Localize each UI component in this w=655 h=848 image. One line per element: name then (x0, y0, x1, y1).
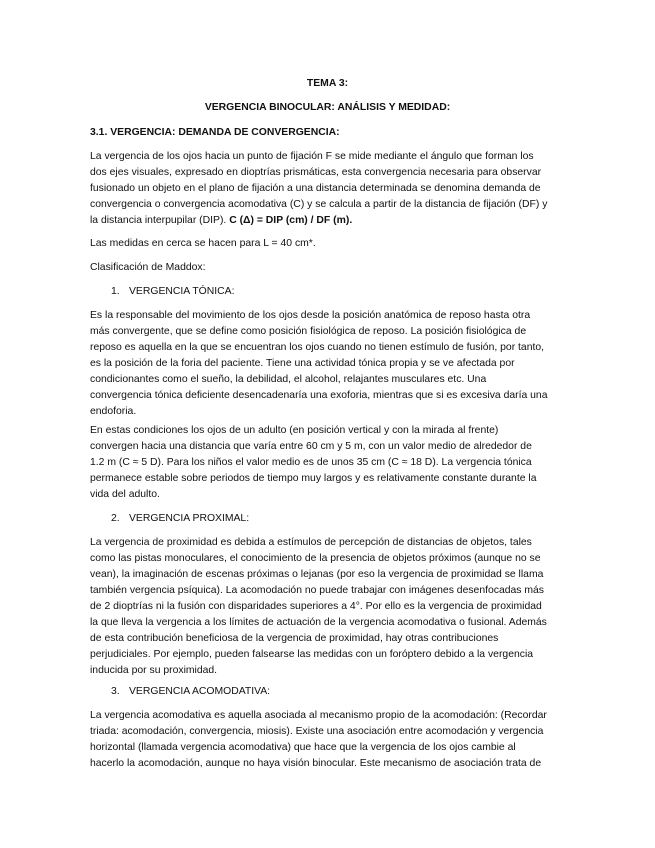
intro-last-text: la distancia interpupilar (DIP). (90, 215, 230, 226)
list-item-proximal (111, 511, 249, 527)
text-line: es la posición de la foria del paciente. Tiene una actividad tónica propia y se ve afectada por (90, 358, 515, 369)
text-line: La vergencia de los ojos hacia un punto de fijación F se mide mediante el ángulo que forman los (90, 151, 534, 162)
text-line: La vergencia acomodativa es aquella asociada al mecanismo propio de la acomodación: (Recordar (90, 710, 547, 721)
text-line: también vergencia psíquica). La acomodación no puede trabajar con imágenes desenfocadas más (90, 585, 545, 596)
text-line: de 2 dioptrías ni la fusión con disparidades superiores a 4°. Por ello es la vergencia de proximidad (90, 601, 542, 612)
list-number: 3. (111, 686, 120, 697)
topic-title: TEMA 3: (306, 78, 349, 89)
list-label: VERGENCIA ACOMODATIVA: (129, 686, 271, 697)
list-item-tonic (111, 284, 234, 300)
section-heading: 3.1. VERGENCIA: DEMANDA DE CONVERGENCIA: (90, 127, 340, 138)
text-line: reposo es aquella en la que se encuentran los ojos cuando no tienen estímulo de fusión, por tanto, (90, 342, 545, 353)
text-line: hacerlo la acomodación, aunque no haya visión binocular. Este mecanismo de asociación trata de (90, 758, 542, 769)
near-measure-text: Las medidas en cerca se hacen para L = 40 cm*. (90, 238, 316, 249)
text-line: fusionado un objeto en el plano de fijación a una distancia determinada se denomina demanda de (90, 183, 541, 194)
list-label: VERGENCIA TÓNICA: (129, 286, 235, 297)
text-line: perjudiciales. Por ejemplo, pueden falsearse las medidas con un foróptero debido a la vergencia (90, 649, 534, 660)
text-line: convergen hacia una distancia que varía entre 60 cm y 5 m, con un valor medio de alrededor de (90, 441, 532, 452)
text-line: vean), la imaginación de escenas próximas o lejanas (por eso la vergencia de proximidad se llama (90, 569, 544, 580)
topic-subtitle: VERGENCIA BINOCULAR: ANÁLISIS Y MEDIDAD: (204, 102, 451, 113)
text-line: como las pistas monoculares, el conocimiento de la presencia de objetos próximos (aunque no se (90, 553, 541, 564)
list-number: 2. (111, 513, 120, 524)
text-line (90, 213, 566, 229)
accommodative-paragraph (90, 708, 566, 772)
text-line: de esta contribución beneficiosa de la vergencia de proximidad, hay otras contribuciones (90, 633, 499, 644)
text-line: En estas condiciones los ojos de un adulto (en posición vertical y con la mirada al frente) (90, 425, 499, 436)
tonic-paragraph-1 (90, 308, 566, 420)
list-number: 1. (111, 286, 120, 297)
convergence-formula: C (Δ) = DIP (cm) / DF (m). (229, 215, 353, 226)
text-line: Es la responsable del movimiento de los ojos desde la posición anatómica de reposo hasta otra (90, 310, 531, 321)
intro-paragraph (90, 149, 566, 229)
text-line: vida del adulto. (90, 489, 160, 500)
list-item-accommodative (111, 684, 270, 700)
proximal-paragraph (90, 535, 566, 679)
text-line: la que lleva la vergencia a los límites de actuación de la vergencia acomodativa o fusional. Además (90, 617, 547, 628)
text-line: horizontal (llamada vergencia acomodativa) que hace que la vergencia de los ojos cambie al (90, 742, 516, 753)
list-label: VERGENCIA PROXIMAL: (129, 513, 250, 524)
text-line: más convergente, que se define como posición fisiológica de reposo. La posición fisiológica de (90, 326, 527, 337)
text-line: permanece estable sobre periodos de tiempo muy largos y es relativamente constante durante la (90, 473, 537, 484)
text-line: inducida por su proximidad. (90, 665, 218, 676)
text-line: 1.2 m (C ≈ 5 D). Para los niños el valor medio es de unos 35 cm (C ≈ 18 D). La vergencia tónica (90, 457, 532, 468)
text-line: La vergencia de proximidad es debida a estímulos de percepción de distancias de objetos, tales (90, 537, 532, 548)
text-line: triada: acomodación, convergencia, miosis). Existe una asociación entre acomodación y vergencia (90, 726, 544, 737)
classification-label: Clasificación de Maddox: (90, 262, 206, 273)
tonic-paragraph-2 (90, 423, 566, 503)
text-line: condicionantes como el sueño, la debilidad, el alcohol, relajantes musculares etc. Una (90, 374, 487, 385)
text-line: convergencia tónica deficiente desencadenaría una exoforia, mientras que si es excesiva daría una (90, 390, 548, 401)
text-line: endoforia. (90, 406, 137, 417)
text-line: dos ejes visuales, expresado en dioptrías prismáticas, esta convergencia necesaria para observar (90, 167, 542, 178)
text-line: convergencia o convergencia acomodativa (C) y se calcula a partir de la distancia de fijación (DF) y (90, 199, 548, 210)
